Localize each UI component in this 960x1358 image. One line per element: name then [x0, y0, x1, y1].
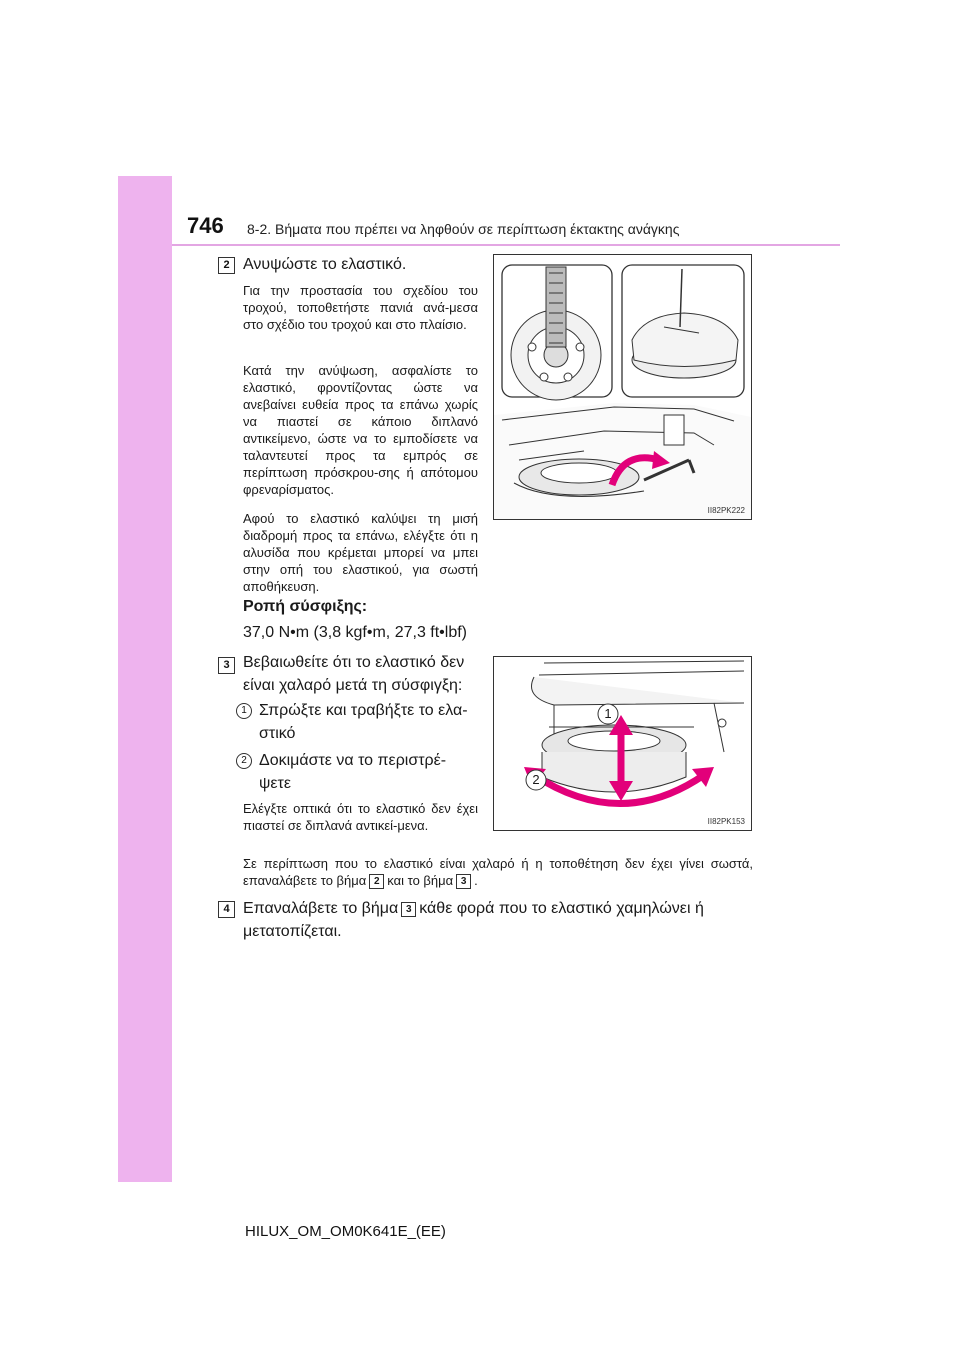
step-3-note: Ελέγξτε οπτικά ότι το ελαστικό δεν έχει πιαστεί σε διπλανά αντικεί-μενα.: [243, 801, 478, 833]
sub-item-2-line-1: Δοκιμάστε να το περιστρέ-: [259, 752, 447, 769]
step-2-title: Ανυψώστε το ελαστικό.: [243, 256, 407, 273]
warning-text-end: .: [474, 873, 478, 888]
figure-check-tire: [493, 656, 752, 831]
step-number-2: 2: [218, 257, 235, 274]
step-4-line-1: [243, 898, 753, 920]
step-4-line-2: μετατοπίζεται.: [243, 923, 342, 940]
step-ref-3: 3: [401, 902, 416, 917]
step-3-warning: [243, 855, 753, 889]
figure-raise-tire: [493, 254, 752, 520]
warning-text-start: Σε περίπτωση που το ελαστικό είναι χαλαρό ή η τοποθέτηση δεν έχει γίνει σωστά, επαναλάβετε το βήμα: [243, 856, 753, 888]
sub-item-1-line-1: Σπρώξτε και τραβήξτε το ελα-: [259, 702, 468, 719]
sub-item-number-2: 2: [236, 753, 252, 769]
page-number: 746: [187, 213, 224, 238]
figure-code: II82PK222: [707, 506, 745, 515]
step-3-title-line-2: είναι χαλαρό μετά τη σύσφιγξη:: [243, 677, 463, 694]
sub-item-number-1: 1: [236, 703, 252, 719]
step-3-title-line-1: Βεβαιωθείτε ότι το ελαστικό δεν: [243, 654, 465, 671]
section-title: 8-2. Βήματα που πρέπει να ληφθούν σε περίπτωση έκτακτης ανάγκης: [247, 221, 680, 237]
step-2-paragraph-1: Για την προστασία του σχεδίου του τροχού, τοποθετήστε πανιά ανά-μεσα στο σχέδιο του τροχού και στο πλαίσιο.: [243, 283, 478, 332]
step-4-text-start: Επαναλάβετε το βήμα: [243, 900, 399, 917]
torque-label: Ροπή σύσφιξης:: [243, 598, 368, 615]
footer-code: HILUX_OM_OM0K641E_(EE): [245, 1223, 446, 1240]
step-2-paragraph-2: Κατά την ανύψωση, ασφαλίστε το ελαστικό, φροντίζοντας ώστε να ανεβαίνει ευθεία προς τα επάνω χωρίς να πιαστεί σε κάποιο διπλανό αντικείμενο, ώστε να το εμποδίσετε να ταλαντευτεί προς τα εμπρός σε περίπτωση πρόσκρου-σης ή απότομου φρεναρίσματος.: [243, 363, 478, 497]
figure-code: II82PK153: [707, 817, 745, 826]
figure-callout-2: 2: [532, 772, 540, 787]
sidebar-tab: [118, 176, 172, 1182]
sub-item-1-line-2: στικό: [259, 725, 296, 742]
step-2-paragraph-3: Αφού το ελαστικό καλύψει τη μισή διαδρομή προς τα επάνω, ελέγξτε ότι η αλυσίδα που κρέμεται μπορεί να μπει στην οπή του ελαστικού, για σωστή αποθήκευση.: [243, 511, 478, 594]
torque-value: 37,0 N•m (3,8 kgf•m, 27,3 ft•lbf): [243, 624, 467, 641]
step-ref-2: 2: [369, 874, 384, 889]
step-4-text-end: κάθε φορά που το ελαστικό χαμηλώνει ή: [419, 900, 704, 917]
step-number-4: 4: [218, 901, 235, 918]
step-number-3: 3: [218, 657, 235, 674]
sub-item-2-line-2: ψετε: [259, 775, 291, 792]
step-ref-3: 3: [456, 874, 471, 889]
header-divider: [172, 244, 840, 246]
figure-callout-1: 1: [604, 706, 612, 721]
warning-text-mid: και το βήμα: [387, 873, 454, 888]
